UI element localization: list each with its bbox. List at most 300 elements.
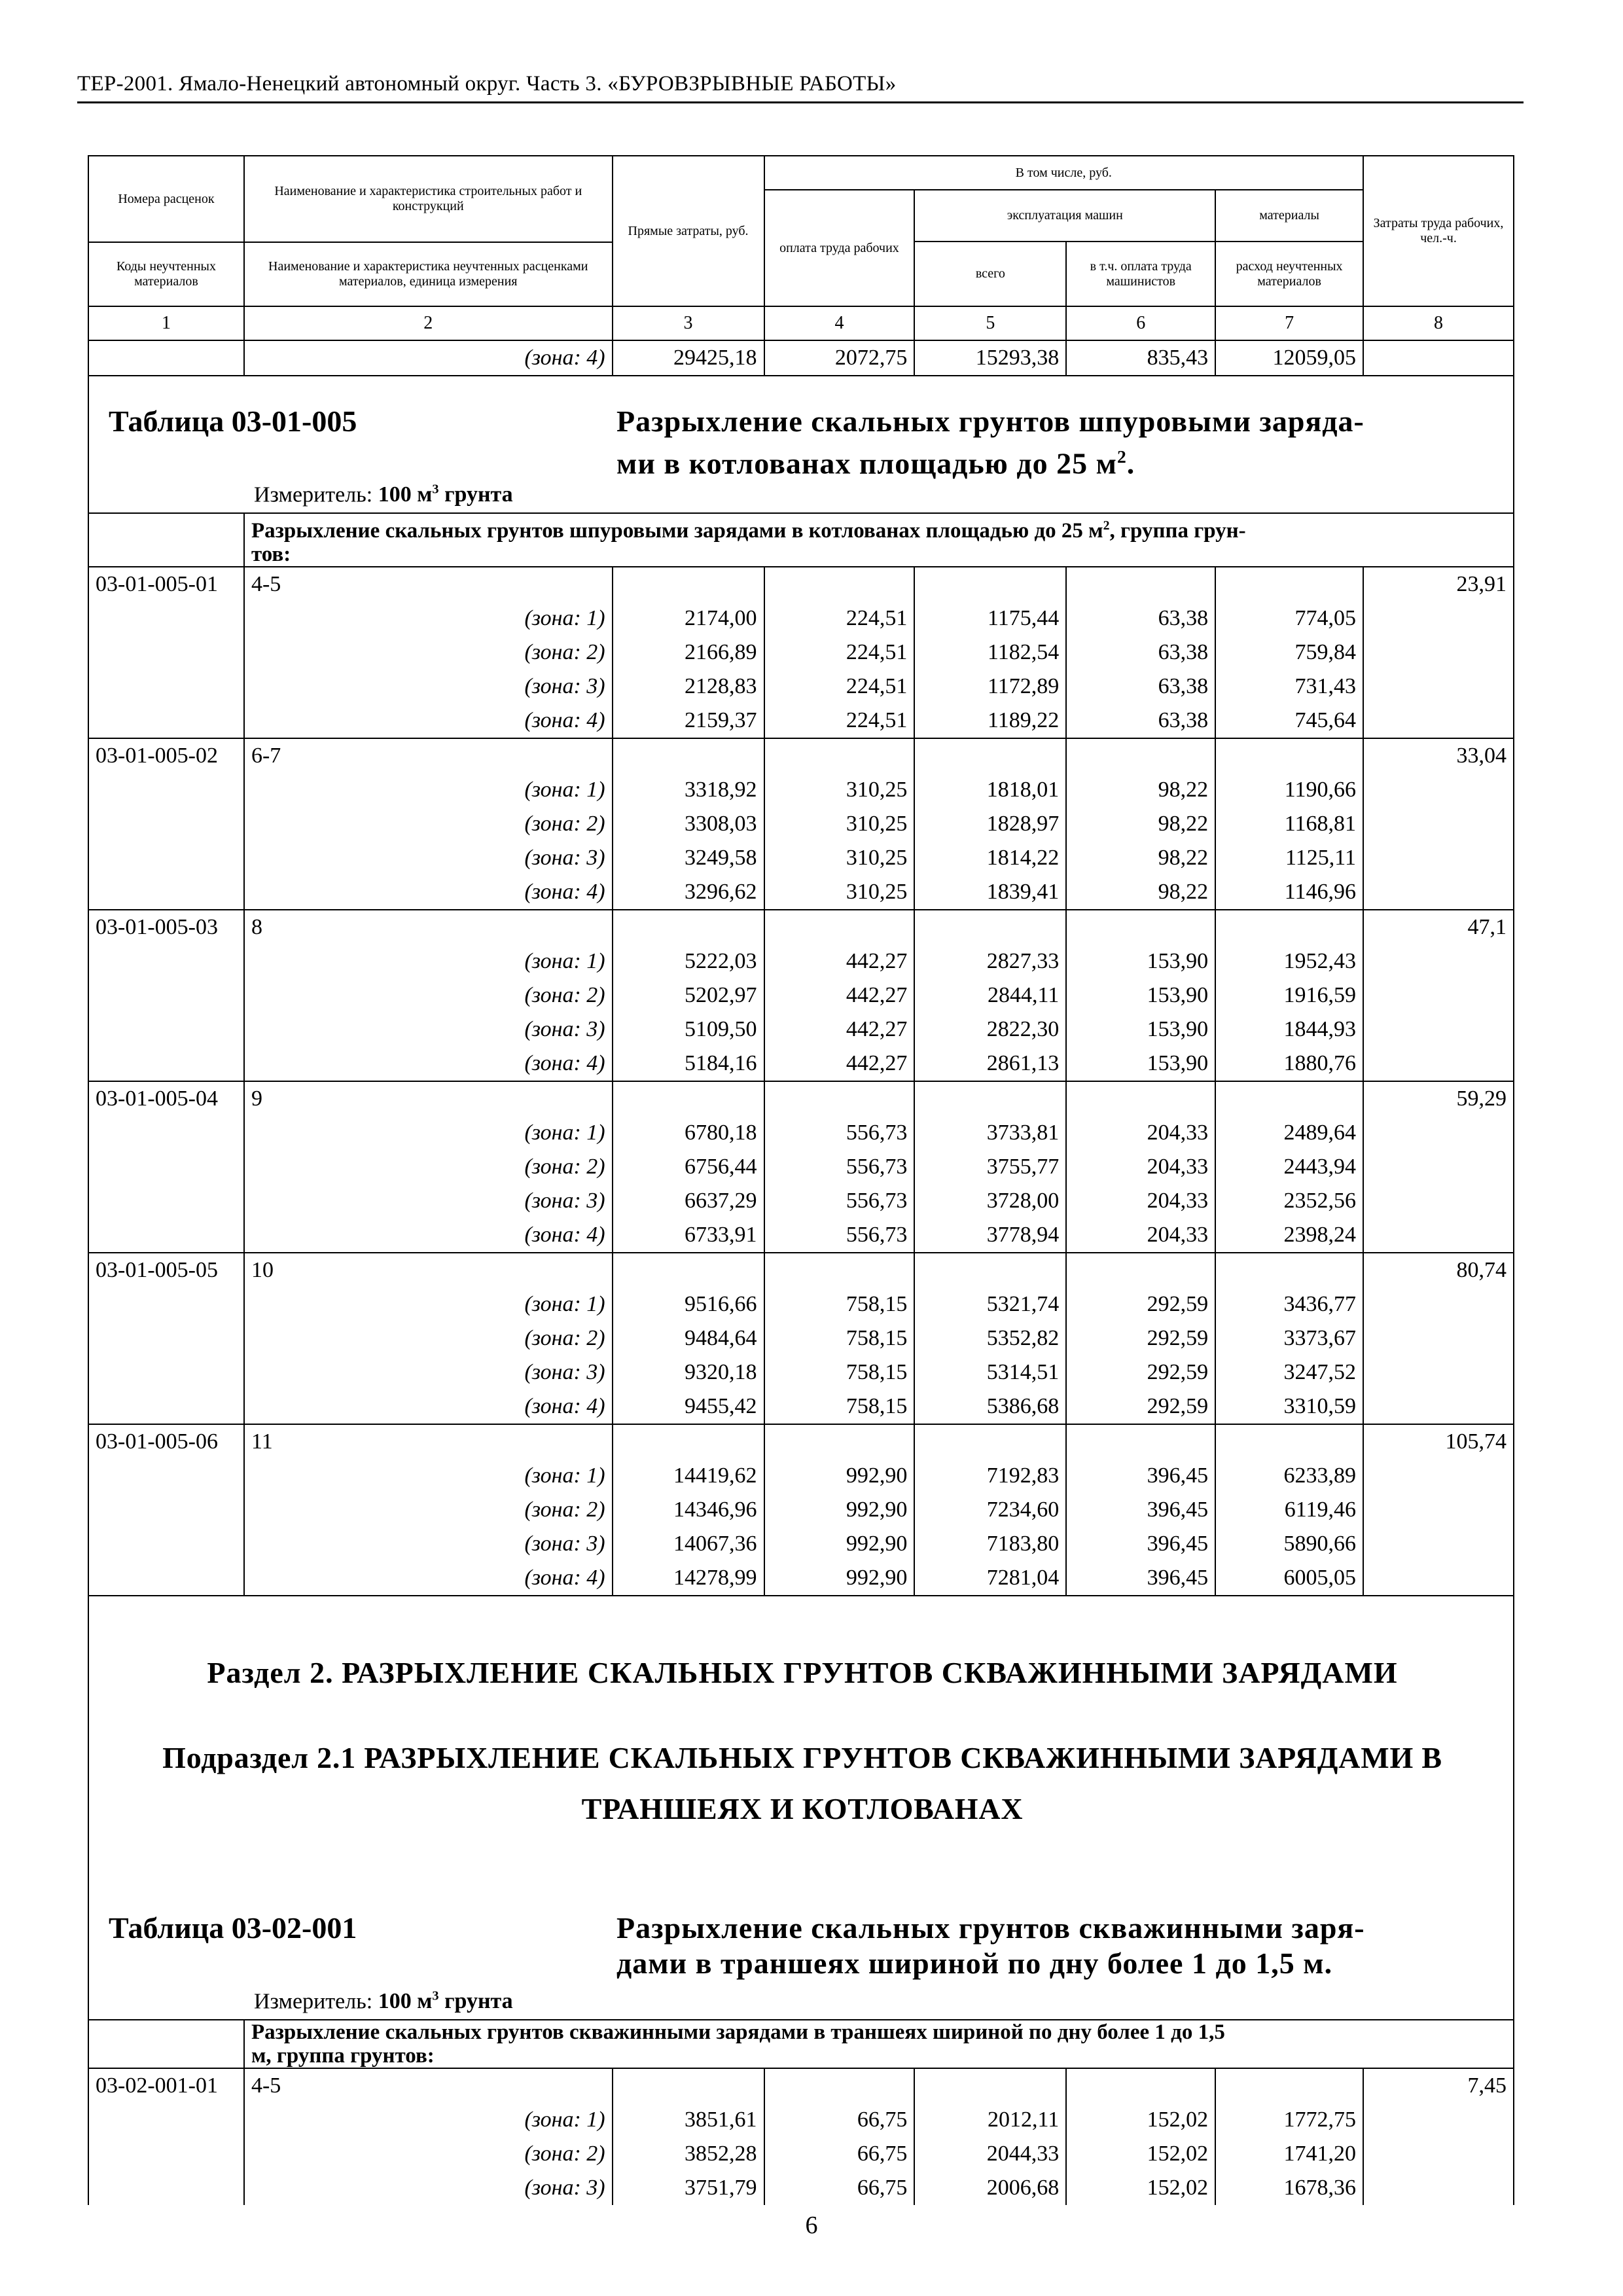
materials: 3373,67 bbox=[1215, 1321, 1363, 1355]
operators-pay: 153,90 bbox=[1066, 1047, 1215, 1081]
zone-row bbox=[88, 636, 1514, 670]
operators-pay: 292,59 bbox=[1066, 1390, 1215, 1424]
table-title-row bbox=[88, 1883, 1514, 2020]
machines-total: 5321,74 bbox=[914, 1287, 1066, 1321]
operators-pay: 396,45 bbox=[1066, 1561, 1215, 1596]
rate-code: 03-01-005-01 bbox=[88, 567, 244, 601]
rate-code-cell bbox=[88, 1493, 244, 1527]
rate-row bbox=[88, 2068, 1514, 2103]
labor-pay: 224,51 bbox=[764, 636, 915, 670]
section-row bbox=[88, 1596, 1514, 1883]
labor-cost bbox=[1363, 944, 1514, 978]
rate-row bbox=[88, 567, 1514, 601]
materials: 1190,66 bbox=[1215, 773, 1363, 807]
labor-pay: 224,51 bbox=[764, 601, 915, 636]
zone-label: (зона: 3) bbox=[244, 1013, 613, 1047]
operators-pay: 204,33 bbox=[1066, 1116, 1215, 1150]
materials: 6119,46 bbox=[1215, 1493, 1363, 1527]
machines-total: 7281,04 bbox=[914, 1561, 1066, 1596]
rate-row bbox=[88, 910, 1514, 944]
rate-row bbox=[88, 1253, 1514, 1287]
materials: 12059,05 bbox=[1215, 340, 1363, 376]
col-machines: эксплуатация машин bbox=[914, 190, 1215, 242]
materials: 6233,89 bbox=[1215, 1459, 1363, 1493]
operators-pay: 204,33 bbox=[1066, 1218, 1215, 1253]
zone-row bbox=[88, 1287, 1514, 1321]
materials: 6005,05 bbox=[1215, 1561, 1363, 1596]
materials: 1952,43 bbox=[1215, 944, 1363, 978]
operators-pay: 292,59 bbox=[1066, 1321, 1215, 1355]
col-codes: Коды неучтенных материалов bbox=[88, 242, 244, 306]
col-work-name: Наименование и характеристика строительных работ и конструкций bbox=[244, 156, 613, 242]
soil-group: 11 bbox=[244, 1424, 613, 1459]
operators-pay: 396,45 bbox=[1066, 1493, 1215, 1527]
machines-total: 1814,22 bbox=[914, 841, 1066, 875]
operators-pay: 153,90 bbox=[1066, 944, 1215, 978]
operators-pay: 98,22 bbox=[1066, 773, 1215, 807]
machines-total: 3733,81 bbox=[914, 1116, 1066, 1150]
labor-cost bbox=[1363, 1287, 1514, 1321]
operators-pay: 152,02 bbox=[1066, 2103, 1215, 2137]
zone-label: (зона: 1) bbox=[244, 2103, 613, 2137]
direct-cost: 9455,42 bbox=[613, 1390, 764, 1424]
materials: 745,64 bbox=[1215, 704, 1363, 738]
empty-cell bbox=[1215, 2068, 1363, 2103]
labor-pay: 310,25 bbox=[764, 841, 915, 875]
direct-cost: 9484,64 bbox=[613, 1321, 764, 1355]
rate-code-cell bbox=[88, 2103, 244, 2137]
operators-pay: 152,02 bbox=[1066, 2171, 1215, 2205]
section-title: Раздел 2. РАЗРЫХЛЕНИЕ СКАЛЬНЫХ ГРУНТОВ СКВАЖИННЫМИ ЗАРЯДАМИ bbox=[207, 1656, 1398, 1689]
direct-cost: 9516,66 bbox=[613, 1287, 764, 1321]
soil-group: 9 bbox=[244, 1081, 613, 1116]
rate-row bbox=[88, 1081, 1514, 1116]
rate-row bbox=[88, 738, 1514, 773]
labor-pay: 992,90 bbox=[764, 1527, 915, 1561]
machines-total: 7192,83 bbox=[914, 1459, 1066, 1493]
column-number: 7 bbox=[1215, 306, 1363, 340]
direct-cost: 6637,29 bbox=[613, 1184, 764, 1218]
empty-cell bbox=[1066, 567, 1215, 601]
zone-label: (зона: 2) bbox=[244, 978, 613, 1013]
empty-cell bbox=[613, 738, 764, 773]
rate-code-cell bbox=[88, 1116, 244, 1150]
empty-cell bbox=[764, 910, 915, 944]
machines-total: 1172,89 bbox=[914, 670, 1066, 704]
empty-cell bbox=[764, 738, 915, 773]
group-description: Разрыхление скальных грунтов шпуровыми зарядами в котлованах площадью до 25 $м^2$, группа грун- тов: bbox=[244, 513, 1514, 567]
rate-code: 03-02-001-01 bbox=[88, 2068, 244, 2103]
zone-row bbox=[88, 1116, 1514, 1150]
col-unaccounted: Наименование и характеристика неучтенных расценками материалов, единица измерения bbox=[244, 242, 613, 306]
zone-row bbox=[88, 1561, 1514, 1596]
operators-pay: 835,43 bbox=[1066, 340, 1215, 376]
rate-code-cell bbox=[88, 1390, 244, 1424]
direct-cost: 3851,61 bbox=[613, 2103, 764, 2137]
zone-label: (зона: 1) bbox=[244, 1459, 613, 1493]
zone-label: (зона: 3) bbox=[244, 1184, 613, 1218]
labor-pay: 556,73 bbox=[764, 1218, 915, 1253]
labor-pay: 310,25 bbox=[764, 875, 915, 910]
materials: 1880,76 bbox=[1215, 1047, 1363, 1081]
labor-cost bbox=[1363, 1493, 1514, 1527]
empty-cell bbox=[914, 567, 1066, 601]
empty-cell bbox=[764, 2068, 915, 2103]
materials: 3310,59 bbox=[1215, 1390, 1363, 1424]
operators-pay: 152,02 bbox=[1066, 2137, 1215, 2171]
operators-pay: 98,22 bbox=[1066, 807, 1215, 841]
direct-cost: 14419,62 bbox=[613, 1459, 764, 1493]
empty-cell bbox=[613, 2068, 764, 2103]
rates-table-body bbox=[88, 156, 1514, 2205]
operators-pay: 63,38 bbox=[1066, 670, 1215, 704]
direct-cost: 5184,16 bbox=[613, 1047, 764, 1081]
direct-cost: 5222,03 bbox=[613, 944, 764, 978]
operators-pay: 292,59 bbox=[1066, 1355, 1215, 1390]
rate-code-cell bbox=[88, 1561, 244, 1596]
rate-code-cell bbox=[88, 636, 244, 670]
labor-cost bbox=[1363, 2137, 1514, 2171]
machines-total: 5386,68 bbox=[914, 1390, 1066, 1424]
zone-row bbox=[88, 1321, 1514, 1355]
labor-pay: 442,27 bbox=[764, 1047, 915, 1081]
group-description: Разрыхление скальных грунтов скважинными зарядами в траншеях шириной по дну более 1 до 1,5 м, группа грунтов: bbox=[244, 2020, 1514, 2068]
direct-cost: 3751,79 bbox=[613, 2171, 764, 2205]
machines-total: 2006,68 bbox=[914, 2171, 1066, 2205]
rate-code-cell bbox=[88, 670, 244, 704]
materials: 1146,96 bbox=[1215, 875, 1363, 910]
labor-cost bbox=[1363, 601, 1514, 636]
materials: 3247,52 bbox=[1215, 1355, 1363, 1390]
empty-cell bbox=[613, 910, 764, 944]
empty-cell bbox=[613, 1081, 764, 1116]
direct-cost: 2166,89 bbox=[613, 636, 764, 670]
zone-row bbox=[88, 601, 1514, 636]
machines-total: 5352,82 bbox=[914, 1321, 1066, 1355]
zone-row bbox=[88, 1184, 1514, 1218]
zone-row bbox=[88, 944, 1514, 978]
soil-group: 4-5 bbox=[244, 567, 613, 601]
operators-pay: 204,33 bbox=[1066, 1150, 1215, 1184]
labor-cost bbox=[1363, 340, 1514, 376]
labor-cost bbox=[1363, 1184, 1514, 1218]
direct-cost: 9320,18 bbox=[613, 1355, 764, 1390]
zone-label: (зона: 4) bbox=[244, 1561, 613, 1596]
labor-pay: 66,75 bbox=[764, 2137, 915, 2171]
labor-cost bbox=[1363, 2103, 1514, 2137]
empty-cell bbox=[764, 567, 915, 601]
labor-cost bbox=[1363, 1150, 1514, 1184]
direct-cost: 3318,92 bbox=[613, 773, 764, 807]
rate-code-cell bbox=[88, 1287, 244, 1321]
empty-cell bbox=[914, 1253, 1066, 1287]
zone-row bbox=[88, 1047, 1514, 1081]
labor-cost bbox=[1363, 978, 1514, 1013]
rate-code-cell bbox=[88, 601, 244, 636]
labor-pay: 992,90 bbox=[764, 1459, 915, 1493]
zone-label: (зона: 1) bbox=[244, 1287, 613, 1321]
labor-cost bbox=[1363, 636, 1514, 670]
materials: 759,84 bbox=[1215, 636, 1363, 670]
col-total: всего bbox=[914, 242, 1066, 306]
rate-code: 03-01-005-05 bbox=[88, 1253, 244, 1287]
materials: 1844,93 bbox=[1215, 1013, 1363, 1047]
machines-total: 5314,51 bbox=[914, 1355, 1066, 1390]
zone-row bbox=[88, 704, 1514, 738]
rate-code-cell bbox=[88, 1321, 244, 1355]
zone-label: (зона: 1) bbox=[244, 944, 613, 978]
direct-cost: 3296,62 bbox=[613, 875, 764, 910]
direct-cost: 2174,00 bbox=[613, 601, 764, 636]
running-header: ТЕР-2001. Ямало-Ненецкий автономный округ. Часть 3. «БУРОВЗРЫВНЫЕ РАБОТЫ» bbox=[77, 72, 1524, 103]
table-title-cell bbox=[88, 1883, 1514, 2020]
labor-pay: 758,15 bbox=[764, 1287, 915, 1321]
machines-total: 2861,13 bbox=[914, 1047, 1066, 1081]
col-labor-pay: оплата труда рабочих bbox=[764, 190, 915, 306]
machines-total: 3755,77 bbox=[914, 1150, 1066, 1184]
labor-cost bbox=[1363, 1116, 1514, 1150]
direct-cost: 2159,37 bbox=[613, 704, 764, 738]
empty-cell bbox=[613, 1424, 764, 1459]
direct-cost: 3308,03 bbox=[613, 807, 764, 841]
col-incl: В том числе, руб. bbox=[764, 156, 1364, 190]
materials: 2352,56 bbox=[1215, 1184, 1363, 1218]
labor-pay: 556,73 bbox=[764, 1184, 915, 1218]
rate-code-cell bbox=[88, 841, 244, 875]
rate-row bbox=[88, 1424, 1514, 1459]
direct-cost: 6780,18 bbox=[613, 1116, 764, 1150]
direct-cost: 3852,28 bbox=[613, 2137, 764, 2171]
empty-cell bbox=[1066, 1424, 1215, 1459]
zone-row bbox=[88, 1493, 1514, 1527]
zone-row bbox=[88, 2137, 1514, 2171]
rates-table bbox=[88, 155, 1514, 2205]
page-number: 6 bbox=[805, 2212, 818, 2239]
materials: 1678,36 bbox=[1215, 2171, 1363, 2205]
zone-row bbox=[88, 1459, 1514, 1493]
labor-pay: 442,27 bbox=[764, 1013, 915, 1047]
operators-pay: 63,38 bbox=[1066, 636, 1215, 670]
zone-label: (зона: 3) bbox=[244, 1527, 613, 1561]
machines-total: 7183,80 bbox=[914, 1527, 1066, 1561]
materials: 1168,81 bbox=[1215, 807, 1363, 841]
direct-cost: 6733,91 bbox=[613, 1218, 764, 1253]
empty-cell bbox=[1066, 910, 1215, 944]
soil-group: 10 bbox=[244, 1253, 613, 1287]
zone-label: (зона: 2) bbox=[244, 1493, 613, 1527]
machines-total: 1818,01 bbox=[914, 773, 1066, 807]
empty-cell bbox=[1066, 1081, 1215, 1116]
column-number: 1 bbox=[88, 306, 244, 340]
soil-group: 4-5 bbox=[244, 2068, 613, 2103]
labor-pay: 224,51 bbox=[764, 704, 915, 738]
materials: 1741,20 bbox=[1215, 2137, 1363, 2171]
empty-cell bbox=[1215, 567, 1363, 601]
direct-cost: 14067,36 bbox=[613, 1527, 764, 1561]
rate-code-cell bbox=[88, 340, 244, 376]
operators-pay: 153,90 bbox=[1066, 1013, 1215, 1047]
operators-pay: 98,22 bbox=[1066, 841, 1215, 875]
labor-cost bbox=[1363, 670, 1514, 704]
rate-code-cell bbox=[88, 1459, 244, 1493]
rate-code-cell bbox=[88, 875, 244, 910]
table-name: Таблица 03-01-005 bbox=[109, 404, 357, 438]
machines-total: 2044,33 bbox=[914, 2137, 1066, 2171]
direct-cost: 3249,58 bbox=[613, 841, 764, 875]
machines-total: 1175,44 bbox=[914, 601, 1066, 636]
labor-pay: 66,75 bbox=[764, 2171, 915, 2205]
empty-cell bbox=[613, 1253, 764, 1287]
materials: 774,05 bbox=[1215, 601, 1363, 636]
labor-pay: 442,27 bbox=[764, 944, 915, 978]
zone-label: (зона: 2) bbox=[244, 636, 613, 670]
rate-code-cell bbox=[88, 807, 244, 841]
direct-cost: 14346,96 bbox=[613, 1493, 764, 1527]
direct-cost: 6756,44 bbox=[613, 1150, 764, 1184]
zone-label: (зона: 2) bbox=[244, 1150, 613, 1184]
machines-total: 2012,11 bbox=[914, 2103, 1066, 2137]
labor-cost bbox=[1363, 1527, 1514, 1561]
column-number: 3 bbox=[613, 306, 764, 340]
zone-row bbox=[88, 841, 1514, 875]
zone-label: (зона: 3) bbox=[244, 2171, 613, 2205]
operators-pay: 204,33 bbox=[1066, 1184, 1215, 1218]
empty-cell bbox=[1215, 1424, 1363, 1459]
materials: 5890,66 bbox=[1215, 1527, 1363, 1561]
column-number: 4 bbox=[764, 306, 915, 340]
labor-cost bbox=[1363, 807, 1514, 841]
group-row bbox=[88, 513, 1514, 567]
rate-code: 03-01-005-03 bbox=[88, 910, 244, 944]
column-number: 8 bbox=[1363, 306, 1514, 340]
machines-total: 3778,94 bbox=[914, 1218, 1066, 1253]
materials: 2398,24 bbox=[1215, 1218, 1363, 1253]
zone-label: (зона: 2) bbox=[244, 1321, 613, 1355]
labor-cost bbox=[1363, 2171, 1514, 2205]
materials: 731,43 bbox=[1215, 670, 1363, 704]
labor-cost bbox=[1363, 704, 1514, 738]
soil-group: 6-7 bbox=[244, 738, 613, 773]
zone-row bbox=[88, 1527, 1514, 1561]
operators-pay: 153,90 bbox=[1066, 978, 1215, 1013]
labor-pay: 224,51 bbox=[764, 670, 915, 704]
zone-row bbox=[88, 1150, 1514, 1184]
empty-cell bbox=[1066, 2068, 1215, 2103]
labor-pay: 66,75 bbox=[764, 2103, 915, 2137]
labor-pay: 758,15 bbox=[764, 1355, 915, 1390]
zone-label: (зона: 4) bbox=[244, 1218, 613, 1253]
zone-label: (зона: 4) bbox=[244, 875, 613, 910]
subsection-title: Подраздел 2.1 РАЗРЫХЛЕНИЕ СКАЛЬНЫХ ГРУНТОВ СКВАЖИННЫМИ ЗАРЯДАМИ В ТРАНШЕЯХ И КОТЛОВАНАХ bbox=[162, 1741, 1442, 1825]
machines-total: 1182,54 bbox=[914, 636, 1066, 670]
rate-code-cell bbox=[88, 1218, 244, 1253]
labor-cost bbox=[1363, 1355, 1514, 1390]
operators-pay: 63,38 bbox=[1066, 704, 1215, 738]
labor-cost: 7,45 bbox=[1363, 2068, 1514, 2103]
machines-total: 2844,11 bbox=[914, 978, 1066, 1013]
zone-row bbox=[88, 670, 1514, 704]
rate-code-cell bbox=[88, 1047, 244, 1081]
zone-label: (зона: 2) bbox=[244, 2137, 613, 2171]
labor-pay: 992,90 bbox=[764, 1493, 915, 1527]
operators-pay: 98,22 bbox=[1066, 875, 1215, 910]
col-materials: материалы bbox=[1215, 190, 1363, 242]
empty-cell bbox=[764, 1424, 915, 1459]
rate-code-cell bbox=[88, 1150, 244, 1184]
group-row-code-cell bbox=[88, 2020, 244, 2068]
rate-code-cell bbox=[88, 1013, 244, 1047]
col-rate-numbers: Номера расценок bbox=[88, 156, 244, 242]
empty-cell bbox=[914, 738, 1066, 773]
empty-cell bbox=[1215, 1081, 1363, 1116]
labor-pay: 2072,75 bbox=[764, 340, 915, 376]
labor-pay: 992,90 bbox=[764, 1561, 915, 1596]
group-row-code-cell bbox=[88, 513, 244, 567]
empty-cell bbox=[1066, 738, 1215, 773]
header-row-1 bbox=[88, 156, 1514, 190]
rate-code: 03-01-005-06 bbox=[88, 1424, 244, 1459]
col-labor-cost: Затраты труда рабочих, чел.-ч. bbox=[1363, 156, 1514, 306]
direct-cost: 5109,50 bbox=[613, 1013, 764, 1047]
zone-row bbox=[88, 340, 1514, 376]
labor-cost: 80,74 bbox=[1363, 1253, 1514, 1287]
section-cell bbox=[88, 1596, 1514, 1883]
col-incl-operators: в т.ч. оплата труда машинистов bbox=[1066, 242, 1215, 306]
labor-cost bbox=[1363, 1047, 1514, 1081]
machines-total: 1189,22 bbox=[914, 704, 1066, 738]
empty-cell bbox=[1215, 1253, 1363, 1287]
zone-label: (зона: 4) bbox=[244, 1047, 613, 1081]
direct-cost: 29425,18 bbox=[613, 340, 764, 376]
zone-label: (зона: 1) bbox=[244, 601, 613, 636]
direct-cost: 14278,99 bbox=[613, 1561, 764, 1596]
machines-total: 2827,33 bbox=[914, 944, 1066, 978]
zone-label: (зона: 4) bbox=[244, 1390, 613, 1424]
zone-label: (зона: 1) bbox=[244, 1116, 613, 1150]
table-title-row bbox=[88, 376, 1514, 513]
col-direct: Прямые затраты, руб. bbox=[613, 156, 764, 306]
zone-row bbox=[88, 773, 1514, 807]
zone-row bbox=[88, 875, 1514, 910]
labor-pay: 556,73 bbox=[764, 1116, 915, 1150]
zone-row bbox=[88, 1218, 1514, 1253]
empty-cell bbox=[914, 910, 1066, 944]
labor-cost bbox=[1363, 841, 1514, 875]
rate-code-cell bbox=[88, 944, 244, 978]
zone-label: (зона: 3) bbox=[244, 1355, 613, 1390]
zone-label: (зона: 2) bbox=[244, 807, 613, 841]
operators-pay: 63,38 bbox=[1066, 601, 1215, 636]
col-unacc-materials: расход неучтенных материалов bbox=[1215, 242, 1363, 306]
rate-code-cell bbox=[88, 704, 244, 738]
empty-cell bbox=[764, 1081, 915, 1116]
group-row bbox=[88, 2020, 1514, 2068]
rate-code-cell bbox=[88, 978, 244, 1013]
soil-group: 8 bbox=[244, 910, 613, 944]
labor-cost bbox=[1363, 1459, 1514, 1493]
materials: 1916,59 bbox=[1215, 978, 1363, 1013]
empty-cell bbox=[764, 1253, 915, 1287]
operators-pay: 292,59 bbox=[1066, 1287, 1215, 1321]
table-name: Таблица 03-02-001 bbox=[109, 1911, 357, 1945]
table-unit: Измеритель: 100 $м^3$ грунта bbox=[254, 482, 513, 507]
rate-code-cell bbox=[88, 2171, 244, 2205]
column-numbers-row bbox=[88, 306, 1514, 340]
empty-cell bbox=[1215, 910, 1363, 944]
zone-row bbox=[88, 1355, 1514, 1390]
labor-cost bbox=[1363, 1561, 1514, 1596]
column-number: 2 bbox=[244, 306, 613, 340]
